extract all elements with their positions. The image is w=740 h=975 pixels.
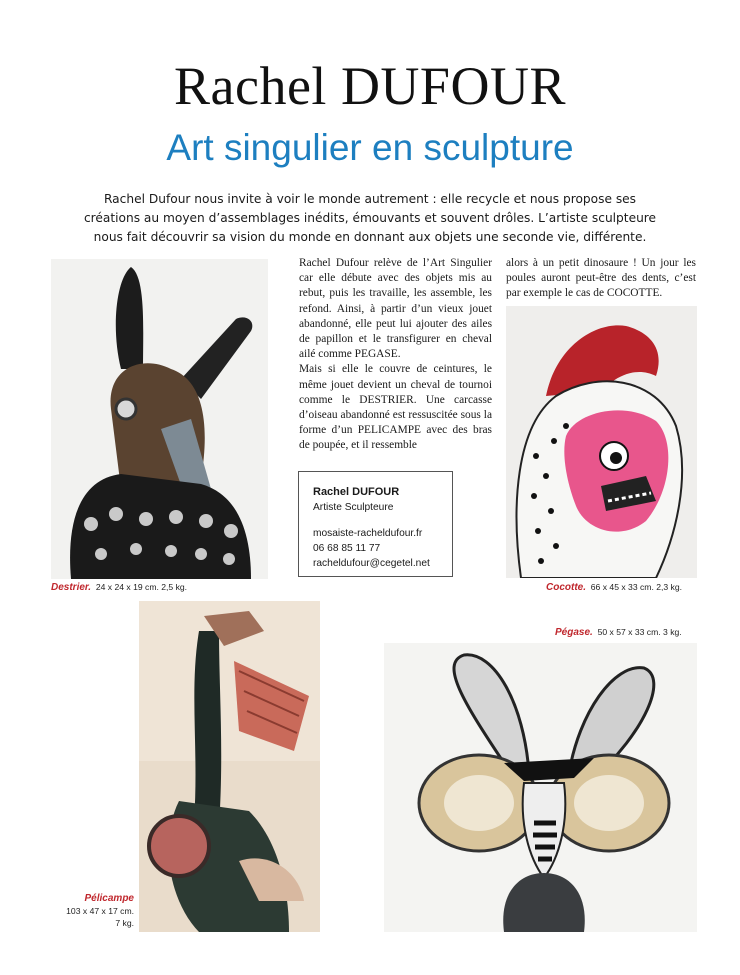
pelicampe-caption-details-line1: 103 x 47 x 17 cm. xyxy=(66,906,134,916)
page-subtitle: Art singulier en sculpture xyxy=(166,127,574,168)
cocotte-photo xyxy=(506,306,697,578)
destrier-caption-details: 24 x 24 x 19 cm. 2,5 kg. xyxy=(95,582,188,592)
article-column-right xyxy=(506,256,696,302)
pelicampe-photo xyxy=(139,601,320,932)
cocotte-caption xyxy=(546,582,682,593)
pegase-caption-title: Pégase. xyxy=(555,627,593,638)
pegase-caption-details: 50 x 57 x 33 cm. 3 kg. xyxy=(597,627,682,637)
pegase-photo xyxy=(384,643,697,932)
contact-name: Rachel DUFOUR xyxy=(313,486,400,498)
article-column-middle xyxy=(299,256,492,454)
article-paragraph-3: alors à un petit dinosaure ! Un jour les poules auront peut-être des dents, c’est par exemple le cas de COCOTTE. xyxy=(506,257,696,300)
article-paragraph-1: Rachel Dufour relève de l’Art Singulier car elle débute avec des objets mis au rebut, puis les travaille, les assemble, les refond. Ainsi, à partir d’un vieux jouet abandonné, elle peut lui ajouter des ailes de papillon et le transfigurer en cheval ailé comme PEGASE. xyxy=(299,257,492,361)
destrier-caption xyxy=(51,582,187,593)
cocotte-caption-details: 66 x 45 x 33 cm. 2,3 kg. xyxy=(590,582,683,592)
pegase-caption xyxy=(555,627,682,638)
contact-phone[interactable]: 06 68 85 11 77 xyxy=(313,543,381,554)
contact-website[interactable]: mosaiste-racheldufour.fr xyxy=(313,528,423,539)
destrier-caption-title: Destrier. xyxy=(51,582,92,593)
intro-paragraph: Rachel Dufour nous invite à voir le monde autrement : elle recycle et nous propose ses créations au moyen d’assemblages inédits, émouvants et souvent drôles. L’artiste sculpteure nous fait découvrir sa vision du monde en donnant aux objets une seconde vie, différente. xyxy=(83,192,657,244)
page-title: Rachel DUFOUR xyxy=(174,56,566,116)
article-paragraph-2: Mais si elle le couvre de ceintures, le même jouet devient un cheval de tournoi comme le DESTRIER. Une carcasse d’oiseau abandonné est ressuscitée sous la forme d’un PELICAMPE avec des bras de poupée, et il ressemble xyxy=(299,363,492,452)
destrier-photo xyxy=(51,259,268,579)
pelicampe-caption-title: Pélicampe xyxy=(84,893,134,904)
pelicampe-caption xyxy=(60,893,134,929)
cocotte-caption-title: Cocotte. xyxy=(546,582,586,593)
contact-card xyxy=(298,471,453,577)
contact-role: Artiste Sculpteure xyxy=(313,502,394,513)
pelicampe-caption-details-line2: 7 kg. xyxy=(115,918,134,928)
contact-email[interactable]: racheldufour@cegetel.net xyxy=(313,558,430,569)
